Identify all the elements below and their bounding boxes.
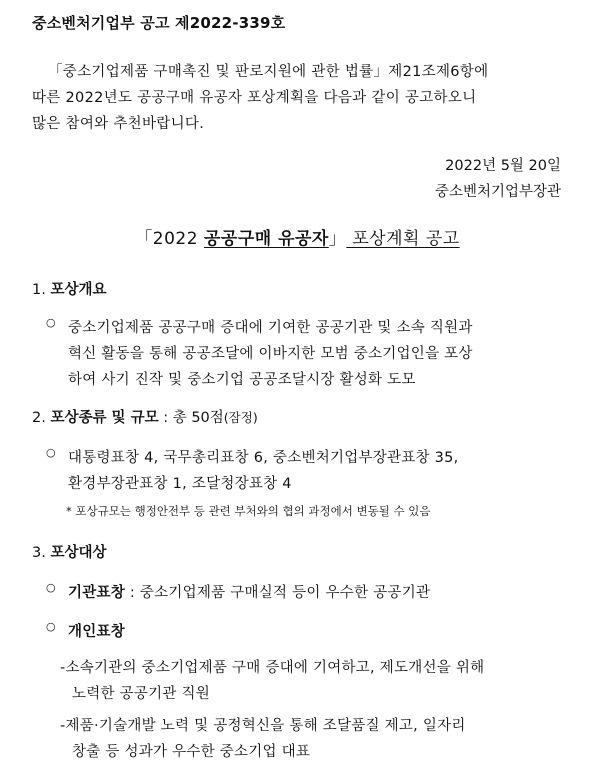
section-3-title: 포상대상 — [50, 545, 107, 561]
section-3-org-bullet-mark: ○ — [46, 581, 56, 594]
section-2-summary: : 총 50점 — [158, 410, 224, 426]
individual-item-1-line-2: 노력한 공공기관 직원 — [72, 686, 211, 702]
section-2-heading — [32, 406, 258, 427]
title-open: 「2022 — [135, 229, 204, 249]
section-1-bullet-mark: ○ — [46, 316, 56, 329]
notice-date: 2022년 5월 20일 — [445, 158, 561, 174]
section-3-heading — [32, 541, 106, 562]
section-2-title: 포상종류 및 규모 — [50, 410, 159, 426]
intro-line-1: 「중소기업제품 구매촉진 및 판로지원에 관한 법률」제21조제6항에 — [48, 64, 489, 80]
section-3-org-line — [68, 581, 430, 602]
individual-item-1-line-1: -소속기관의 중소기업제품 구매 증대에 기여하고, 제도개선을 위해 — [60, 660, 485, 676]
section-2-footnote: * 포상규모는 행정안전부 등 관련 부처와의 협의 과정에서 변동될 수 있음 — [66, 504, 431, 518]
section-3-ind-bullet-mark: ○ — [46, 620, 56, 633]
section-1-line-2: 혁신 활동을 통해 공공조달에 이바지한 모범 중소기업인을 포상 — [68, 346, 473, 362]
issuer-name: 중소벤처기업부장관 — [434, 184, 561, 200]
org-award-label: 기관표창 — [68, 585, 126, 601]
section-1-number: 1. — [32, 282, 51, 298]
intro-line-3: 많은 참여와 추천바랍니다. — [32, 116, 205, 132]
section-2-bullet-mark: ○ — [46, 446, 56, 459]
individual-award-label: 개인표창 — [68, 624, 126, 640]
title-close: 」 — [328, 229, 347, 249]
section-1-title: 포상개요 — [50, 282, 107, 298]
section-3-number: 3. — [32, 545, 51, 561]
individual-item-2-line-1: -제품·기술개발 노력 및 공정혁신을 통해 조달품질 제고, 일자리 — [60, 718, 466, 734]
title-bold: 공공구매 유공자 — [203, 229, 329, 249]
title-rest: 포상계획 공고 — [346, 229, 460, 249]
individual-item-2-line-2: 창출 등 성과가 우수한 중소기업 대표 — [72, 744, 311, 760]
section-1-heading — [32, 278, 106, 299]
section-1-line-3: 하여 사기 진작 및 중소기업 공공조달시장 활성화 도모 — [68, 372, 416, 388]
section-2-line-2: 환경부장관표창 1, 조달청장표창 4 — [68, 476, 292, 492]
section-1-line-1: 중소기업제품 공공구매 증대에 기여한 공공기관 및 소속 직원과 — [68, 320, 473, 336]
org-award-desc: : 중소기업제품 구매실적 등이 우수한 공공기관 — [125, 585, 431, 601]
notice-title — [0, 224, 595, 249]
intro-line-2: 따른 2022년도 공공구매 유공자 포상계획을 다음과 같이 공고하오니 — [32, 90, 477, 106]
section-2-line-1: 대통령표창 4, 국무총리표창 6, 중소벤처기업부장관표창 35, — [68, 450, 459, 466]
section-2-summary-note: (잠정) — [223, 410, 258, 425]
section-2-number: 2. — [32, 410, 51, 426]
notice-number: 중소벤처기업부 공고 제2022-339호 — [32, 14, 286, 32]
